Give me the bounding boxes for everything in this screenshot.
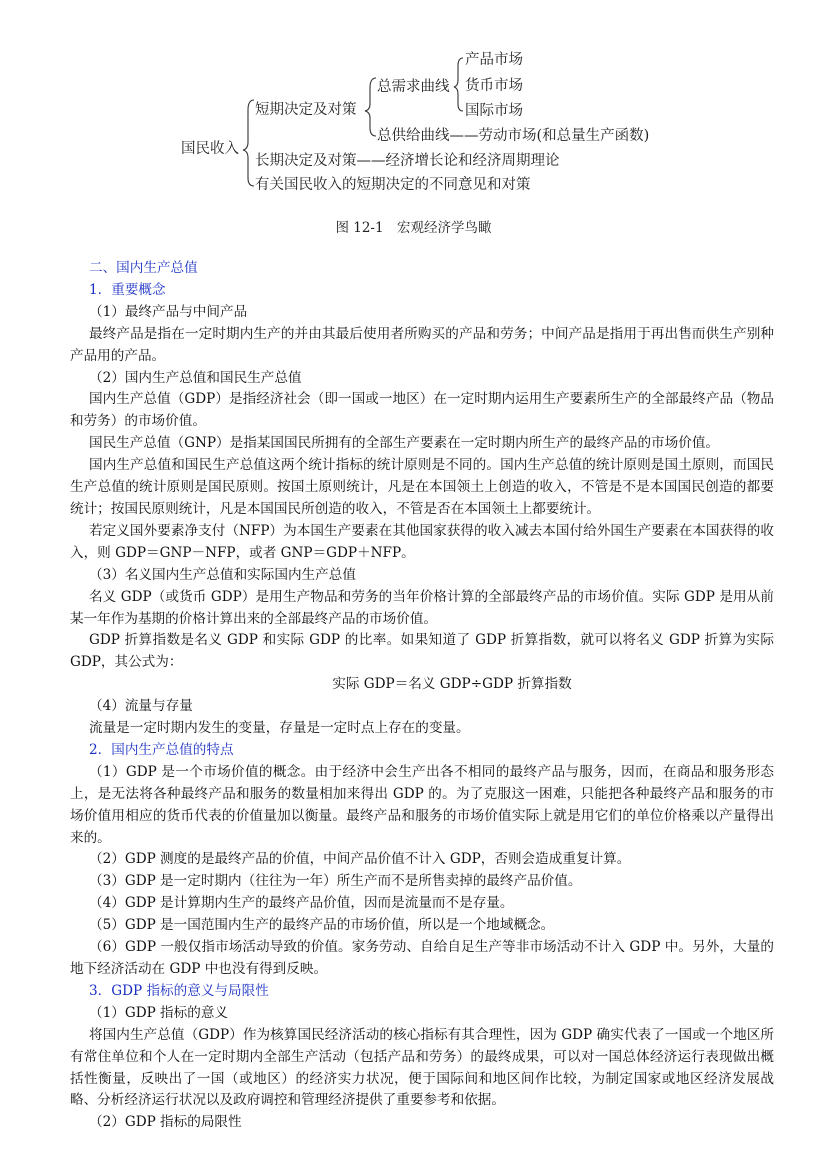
item-heading: （1）最终产品与中间产品	[89, 303, 248, 320]
item-heading: （1）GDP 指标的意义	[89, 1004, 229, 1021]
item-heading: （4）流量与存量	[89, 698, 193, 715]
short-run-brace	[365, 78, 376, 136]
root-brace	[243, 100, 254, 186]
demand-brace	[454, 58, 463, 111]
paragraph: 若定义国外要素净支付（NFP）为本国生产要素在其他国家获得的收入减去本国付给外国生产要素在本国获得的收入，则 GDP＝GNP－NFP，或者 GNP＝GDP＋NFP。	[70, 522, 774, 561]
diagram-different-views-label: 有关国民收入的短期决定的不同意见和对策	[255, 177, 531, 193]
diagram-long-run-label: 长期决定及对策——经济增长论和经济周期理论	[255, 153, 560, 169]
item-heading: （3）名义国内生产总值和实际国内生产总值	[89, 566, 356, 583]
diagram-aggregate-demand-label: 总需求曲线	[377, 79, 450, 95]
section-heading-gdp: 二、国内生产总值	[89, 260, 198, 276]
macro-economics-overview-diagram	[0, 0, 827, 240]
paragraph: GDP 折算指数是名义 GDP 和实际 GDP 的比率。如果知道了 GDP 折算指数，就可以将名义 GDP 折算为实际 GDP，其公式为：	[70, 632, 774, 671]
diagram-braces	[0, 0, 827, 240]
diagram-money-market-label: 货币市场	[465, 78, 523, 94]
paragraph: 最终产品是指在一定时期内生产的并由其最后使用者所购买的产品和劳务；中间产品是指用于再出售而供生产别种产品用的产品。	[70, 325, 774, 364]
subsection-heading-concepts: 1．重要概念	[89, 281, 166, 298]
paragraph: （4）GDP 是计算期内生产的最终产品价值，因而是流量而不是存量。	[89, 895, 514, 912]
diagram-short-run-label: 短期决定及对策	[255, 102, 357, 118]
paragraph: 将国内生产总值（GDP）作为核算国民经济活动的核心指标有其合理性，因为 GDP 确实代表了一国或一个地区所有常住单位和个人在一定时期内全部生产活动（包括产品和劳务）的最终成果，可以对一国总体经济运行表现做出概括性衡量，反映出了一国（或地区）的经济实力状况，便于国际间和地区间作比较，为制定国家或地区经济发展战略、分析经济运行状况以及政府调控和管理经济提供了重要参考和依据。	[70, 1026, 774, 1109]
paragraph: （5）GDP 是一国范围内生产的最终产品的市场价值，所以是一个地域概念。	[89, 917, 555, 934]
item-heading: （2）GDP 指标的局限性	[89, 1114, 242, 1131]
paragraph: 国民生产总值（GNP）是指某国国民所拥有的全部生产要素在一定时期内所生产的最终产品的市场价值。	[89, 435, 720, 452]
figure-caption: 图 12-1 宏观经济学鸟瞰	[335, 220, 492, 236]
paragraph: 国内生产总值和国民生产总值这两个统计指标的统计原则是不同的。国内生产总值的统计原则是国土原则，而国民生产总值的统计原则是国民原则。按国土原则统计，凡是在本国领土上创造的收入，不管是不是本国国民创造的都要统计；按国民原则统计，凡是本国国民所创造的收入，不管是否在本国领土上都要统计。	[70, 457, 774, 517]
diagram-root-label: 国民收入	[181, 141, 239, 157]
paragraph: （1）GDP 是一个市场价值的概念。由于经济中会生产出各不相同的最终产品与服务，因而，在商品和服务形态上，是无法将各种最终产品和服务的数量相加来得出 GDP 的。为了克服这一困难，只能把各种最终产品和服务的市场价值用相应的货币代表的价值量加以衡量。最终产品和服务的市场价值实际上就是用它们的单位价格乘以产量得出来的。	[70, 763, 774, 846]
item-heading: （2）国内生产总值和国民生产总值	[89, 369, 302, 386]
paragraph: 名义 GDP（或货币 GDP）是用生产物品和劳务的当年价格计算的全部最终产品的市场价值。实际 GDP 是用从前某一年作为基期的价格计算出来的全部最终产品的市场价值。	[70, 588, 774, 627]
diagram-aggregate-supply-label: 总供给曲线——劳动市场(和总量生产函数)	[377, 128, 650, 144]
paragraph: 国内生产总值（GDP）是指经济社会（即一国或一地区）在一定时期内运用生产要素所生产的全部最终产品（物品和劳务）的市场价值。	[70, 391, 774, 430]
paragraph: （2）GDP 测度的是最终产品的价值，中间产品价值不计入 GDP，否则会造成重复计算。	[89, 851, 631, 868]
formula: 实际 GDP＝名义 GDP÷GDP 折算指数	[332, 676, 572, 693]
subsection-heading-significance: 3．GDP 指标的意义与局限性	[89, 982, 269, 999]
paragraph: （6）GDP 一般仅指市场活动导致的价值。家务劳动、自给自足生产等非市场活动不计入 GDP 中。另外，大量的地下经济活动在 GDP 中也没有得到反映。	[70, 939, 774, 977]
subsection-heading-features: 2．国内生产总值的特点	[89, 741, 234, 758]
document-body	[70, 258, 774, 1134]
paragraph: 流量是一定时期内发生的变量，存量是一定时点上存在的变量。	[89, 720, 470, 737]
diagram-international-market-label: 国际市场	[465, 103, 523, 119]
diagram-product-market-label: 产品市场	[465, 52, 523, 68]
paragraph: （3）GDP 是一定时期内（往往为一年）所生产而不是所售卖掉的最终产品价值。	[89, 873, 582, 890]
